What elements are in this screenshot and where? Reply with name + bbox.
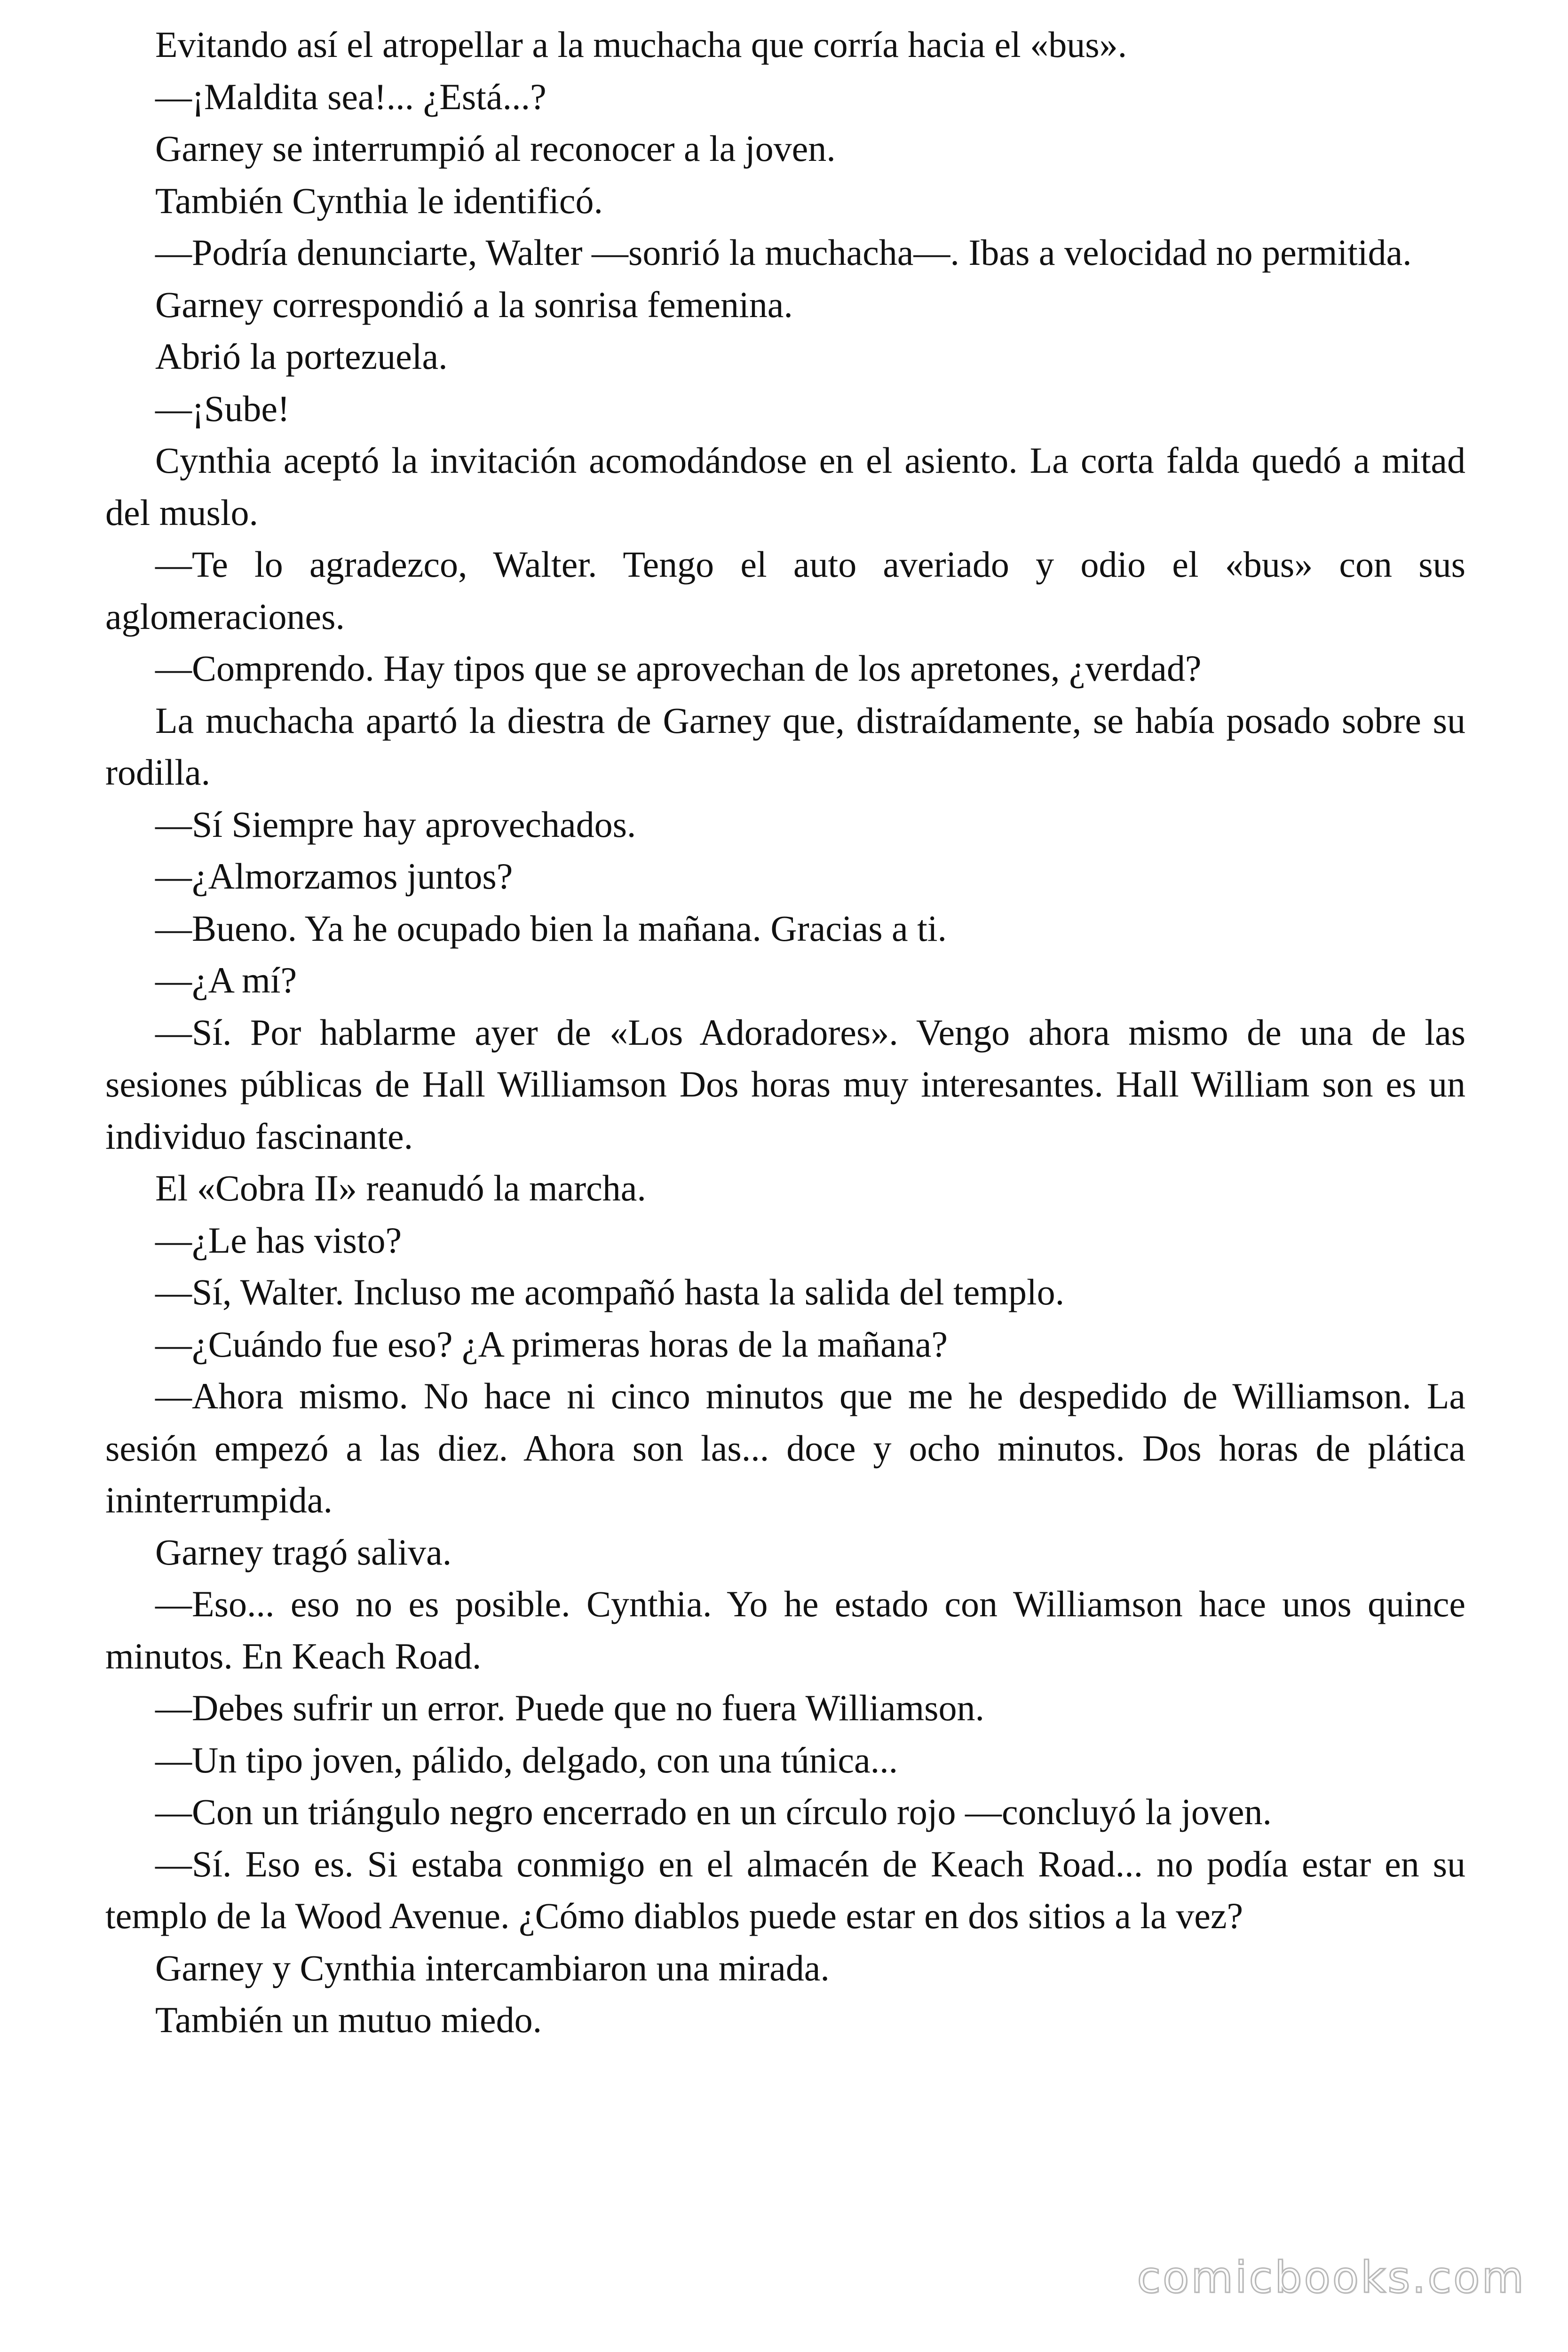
paragraph: —Comprendo. Hay tipos que se aprovechan de los apretones, ¿verdad? bbox=[155, 648, 1202, 689]
paragraph: —Ahora mismo. No hace ni cinco minutos que me he despedido de Williamson. La sesión empezó a las diez. Ahora son las... doce y ocho minutos. Dos horas de plática ininterrumpida. bbox=[105, 1375, 1465, 1520]
paragraph: También Cynthia le identificó. bbox=[155, 180, 603, 221]
paragraph: Abrió la portezuela. bbox=[155, 336, 448, 377]
paragraph: Garney tragó saliva. bbox=[155, 1531, 452, 1573]
paragraph: —Podría denunciarte, Walter —sonrió la muchacha—. Ibas a velocidad no permitida. bbox=[155, 232, 1412, 273]
paragraph: Evitando así el atropellar a la muchacha que corría hacia el «bus». bbox=[155, 24, 1127, 65]
paragraph: —Sí Siempre hay aprovechados. bbox=[155, 803, 636, 845]
paragraph: —¿Le has visto? bbox=[155, 1219, 402, 1261]
paragraph: Garney correspondió a la sonrisa femenina. bbox=[155, 284, 793, 325]
paragraph: —Te lo agradezco, Walter. Tengo el auto averiado y odio el «bus» con sus aglomeraciones. bbox=[105, 544, 1465, 637]
paragraph: Garney y Cynthia intercambiaron una mirada. bbox=[155, 1947, 830, 1988]
paragraph: —Un tipo joven, pálido, delgado, con una túnica... bbox=[155, 1739, 898, 1780]
paragraph: —Sí. Por hablarme ayer de «Los Adoradores». Vengo ahora mismo de una de las sesiones públicas de Hall Williamson Dos horas muy interesantes. Hall William son es un individuo fascinante. bbox=[105, 1011, 1465, 1157]
paragraph: —¡Sube! bbox=[155, 388, 290, 429]
paragraph: Cynthia aceptó la invitación acomodándose en el asiento. La corta falda quedó a mitad del muslo. bbox=[105, 440, 1465, 533]
paragraph: —Debes sufrir un error. Puede que no fuera Williamson. bbox=[155, 1687, 984, 1728]
page-text bbox=[105, 19, 1465, 2046]
paragraph: —Sí, Walter. Incluso me acompañó hasta la salida del templo. bbox=[155, 1271, 1065, 1312]
paragraph: La muchacha apartó la diestra de Garney que, distraídamente, se había posado sobre su rodilla. bbox=[105, 699, 1465, 793]
paragraph: También un mutuo miedo. bbox=[155, 1999, 542, 2040]
paragraph: —¡Maldita sea!... ¿Está...? bbox=[155, 76, 546, 117]
paragraph: —Con un triángulo negro encerrado en un círculo rojo —concluyó la joven. bbox=[155, 1791, 1272, 1832]
paragraph: Garney se interrumpió al reconocer a la joven. bbox=[155, 128, 836, 169]
paragraph: —Bueno. Ya he ocupado bien la mañana. Gracias a ti. bbox=[155, 907, 947, 949]
paragraph: —¿A mí? bbox=[155, 960, 297, 1001]
paragraph: —Eso... eso no es posible. Cynthia. Yo he estado con Williamson hace unos quince minutos. En Keach Road. bbox=[105, 1583, 1465, 1677]
paragraph: —Sí. Eso es. Si estaba conmigo en el almacén de Keach Road... no podía estar en su templo de la Wood Avenue. ¿Cómo diablos puede estar en dos sitios a la vez? bbox=[105, 1843, 1465, 1936]
paragraph: El «Cobra II» reanudó la marcha. bbox=[155, 1168, 646, 1208]
paragraph: —¿Cuándo fue eso? ¿A primeras horas de la mañana? bbox=[155, 1323, 948, 1365]
watermark: comicbooks.com bbox=[1137, 2252, 1526, 2303]
paragraph: —¿Almorzamos juntos? bbox=[155, 856, 513, 897]
